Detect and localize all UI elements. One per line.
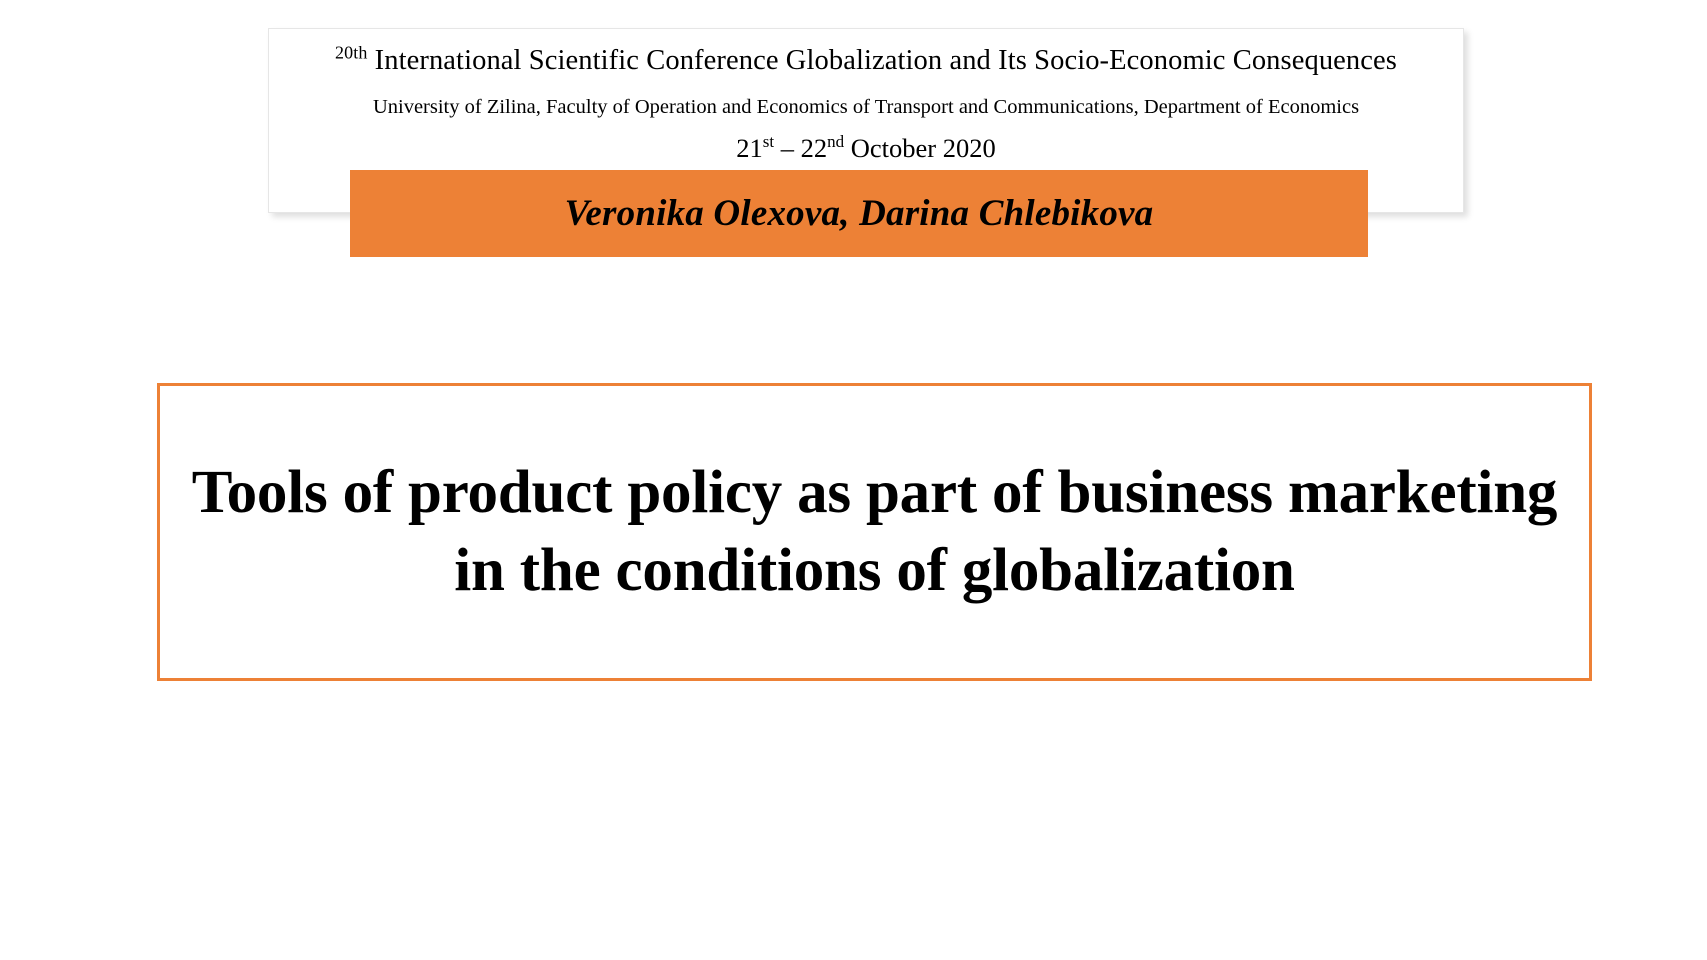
conference-ordinal-superscript: 20th [335, 42, 368, 63]
date-day-first: 21 [736, 133, 763, 163]
authors-banner [350, 170, 1368, 257]
page-title: Tools of product policy as part of business marketing in the conditions of globalization [191, 458, 1558, 604]
date-day-first-superscript: st [762, 132, 775, 152]
conference-title-line [269, 42, 1463, 78]
authors-names: Veronika Olexova, Darina Chlebikova [564, 193, 1154, 234]
date-month-year: October 2020 [844, 133, 996, 163]
conference-date-line [269, 133, 1463, 165]
date-day-second-superscript: nd [827, 132, 845, 152]
conference-title-text: International Scientific Conference Globalization and Its Socio-Economic Consequences [367, 45, 1397, 76]
date-separator: – 22 [774, 133, 828, 163]
title-box [157, 383, 1592, 681]
organizer-line: University of Zilina, Faculty of Operation and Economics of Transport and Communications, Department of Economics [372, 96, 1360, 118]
